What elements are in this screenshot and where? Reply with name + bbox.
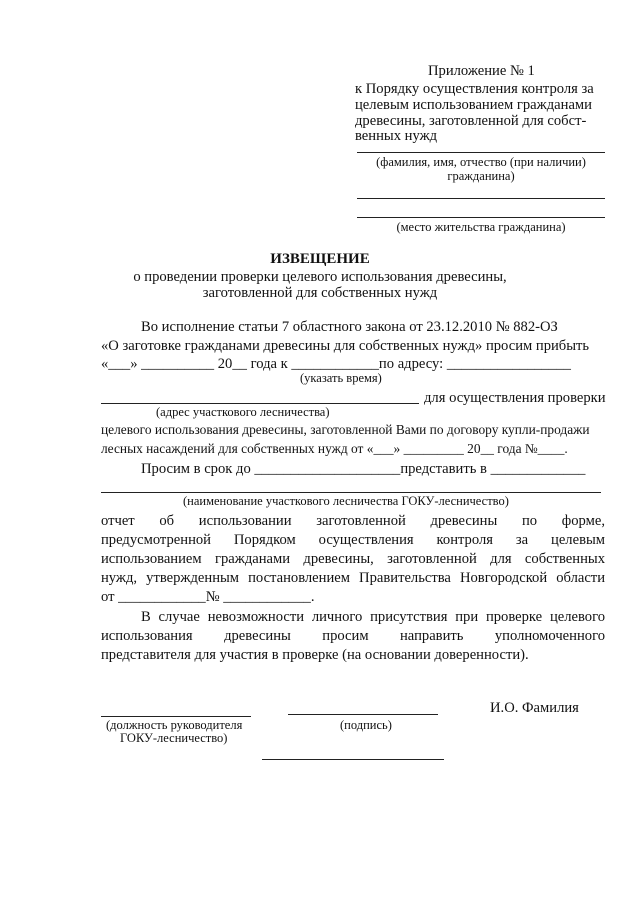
p1-line-6: лесных насаждений для собственных нужд от «___» _________ 20__ года №____. [101, 441, 568, 456]
order-line-2: целевым использованием гражданами [355, 97, 592, 113]
forestry-name-line [101, 492, 601, 493]
p3-line-1: В случае невозможности личного присутствия при проверке целевого [141, 609, 605, 625]
position-caption-2: ГОКУ-лесничество) [120, 731, 228, 745]
p2-line-1: Просим в срок до ____________________представить в _____________ [141, 461, 586, 477]
signature-line [288, 714, 438, 715]
p2-line-2: отчет об использовании заготовленной древесины по форме, [101, 513, 605, 529]
signature-caption: (подпись) [340, 718, 392, 732]
forestry-name-caption: (наименование участкового лесничества ГОКУ-лесничество) [183, 494, 509, 508]
forestry-address-caption: (адрес участкового лесничества) [156, 405, 330, 419]
p2-line-5: нужд, утвержденным постановлением Правительства Новгородской области [101, 570, 605, 586]
p1-line-1: Во исполнение статьи 7 областного закона от 23.12.2010 № 882-ОЗ [141, 319, 558, 335]
p3-line-3: представителя для участия в проверке (на основании доверенности). [101, 647, 529, 663]
p1-line-2: «О заготовке гражданами древесины для собственных нужд» просим прибыть [101, 338, 590, 354]
order-line-4: венных нужд [355, 128, 438, 144]
fio-caption-2: гражданина) [447, 169, 515, 183]
p2-line-3: предусмотренной Порядком осуществления контроля за целевым [101, 532, 605, 548]
signer-name: И.О. Фамилия [490, 700, 579, 716]
residence-caption: (место жительства гражданина) [396, 220, 566, 234]
fio-caption-1: (фамилия, имя, отчество (при наличии) [376, 155, 586, 169]
p2-line-4: использованием гражданами древесины, заготовленной для собственных [101, 551, 605, 567]
position-line [101, 716, 251, 717]
fio-line [357, 152, 605, 153]
order-line-1: к Порядку осуществления контроля за [355, 81, 594, 97]
position-caption-1: (должность руководителя [106, 718, 243, 732]
p1-line-3: «___» __________ 20__ года к ____________по адресу: _________________ [101, 356, 571, 372]
order-line-3: древесины, заготовленной для собст- [355, 113, 587, 129]
appendix-label: Приложение № 1 [428, 63, 535, 79]
p3-line-2: использования древесины просим направить уполномоченного [101, 628, 605, 644]
document-subtitle-1: о проведении проверки целевого использования древесины, [133, 269, 507, 285]
p1-line-5: целевого использования древесины, заготовленной Вами по договору купли-продажи [101, 422, 590, 437]
residence-line-1 [357, 198, 605, 199]
time-caption: (указать время) [300, 371, 382, 385]
p1-line-4-tail: для осуществления проверки [424, 390, 606, 406]
p2-line-6: от ____________№ ____________. [101, 589, 315, 605]
residence-line-2 [357, 217, 605, 218]
document-title: ИЗВЕЩЕНИЕ [270, 251, 370, 267]
forestry-address-line [101, 403, 419, 404]
bottom-line [262, 759, 444, 760]
document-subtitle-2: заготовленной для собственных нужд [202, 285, 438, 301]
